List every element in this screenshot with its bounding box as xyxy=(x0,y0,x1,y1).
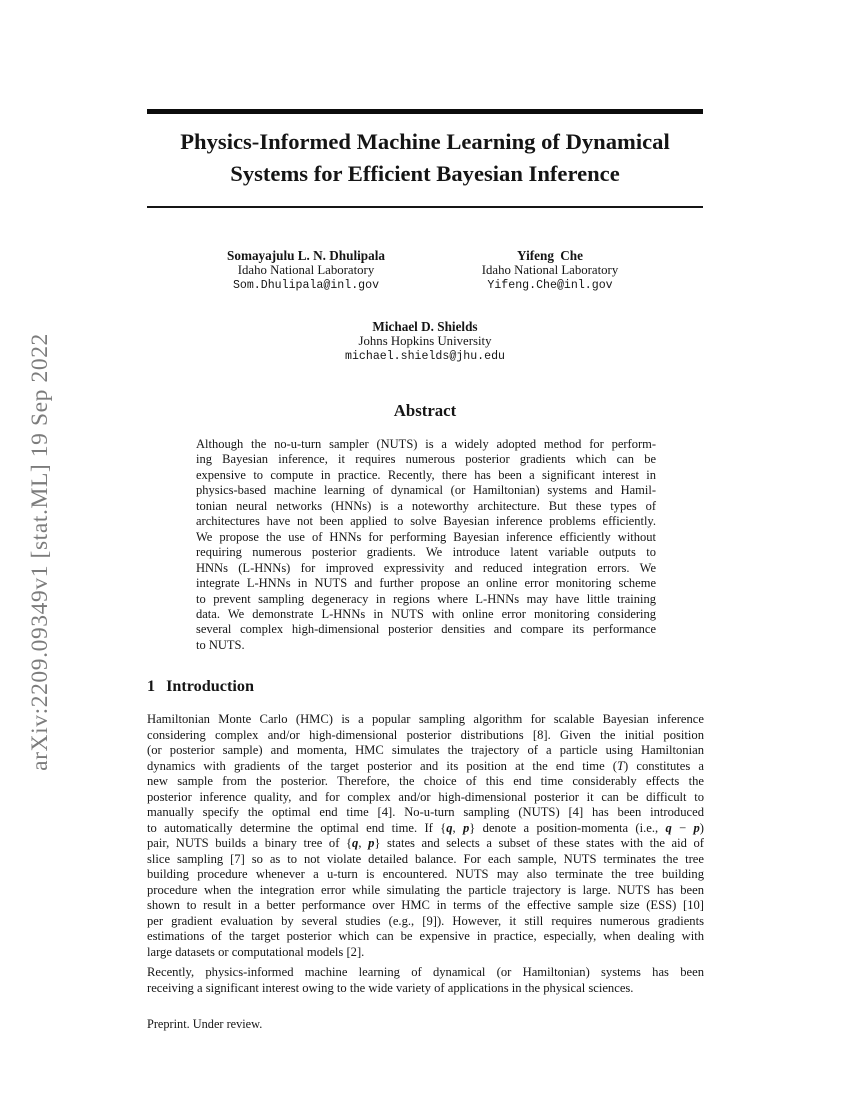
text-line: Recently, physics-informed machine learning of dynamical (or Hamiltonian) systems has been xyxy=(147,965,704,979)
text-line: manually specify the optimal end time [4]. No-u-turn sampling (NUTS) [4] has been introduced xyxy=(147,805,704,819)
author-block-shields xyxy=(305,319,545,365)
text-line: procedure when the integration error while simulating the particle trajectory is large. NUTS has been xyxy=(147,882,704,897)
abstract-heading: Abstract xyxy=(393,401,457,420)
preprint-footnote: Preprint. Under review. xyxy=(147,1017,263,1031)
text-line: We propose the use of HNNs for performing Bayesian inference efficiently without xyxy=(196,529,656,544)
paper-title-line-1: Physics-Informed Machine Learning of Dynamical xyxy=(180,129,670,154)
author-email: michael.shields@jhu.edu xyxy=(344,350,506,364)
introduction-paragraph-2 xyxy=(147,965,704,996)
abstract-text xyxy=(196,437,656,653)
author-block-dhulipala xyxy=(186,248,426,294)
text-line: (or posterior sample) and momenta, HMC simulates the trajectory of a particle using Hamiltonian xyxy=(147,743,704,757)
text-line: physics-based machine learning of dynamical (or Hamiltonian) systems and Hamil- xyxy=(196,483,656,498)
text-line: dynamics with gradients of the target posterior and its position at the end time (T) constitutes a xyxy=(147,758,704,773)
author-block-che xyxy=(430,248,670,294)
text-line: tonian neural networks (HNNs) is a noteworthy architecture. But these types of xyxy=(196,498,656,513)
author-affiliation: Idaho National Laboratory xyxy=(481,263,619,278)
text-line: to automatically determine the optimal end time. If {q, p} denote a position-momenta (i.e., q − p) xyxy=(147,820,704,835)
author-email: Som.Dhulipala@inl.gov xyxy=(232,279,380,293)
title-rule-bottom xyxy=(147,206,703,208)
text-line: new sample from the posterior. Therefore, the choice of this end time considerably effects the xyxy=(147,774,704,788)
text-line: Although the no-u-turn sampler (NUTS) is a widely adopted method for perform- xyxy=(196,437,656,451)
paper-title-line-2: Systems for Efficient Bayesian Inference xyxy=(230,160,620,186)
section-number: 1 xyxy=(147,677,156,695)
text-line: integrate L-HNNs in NUTS and further propose an online error monitoring scheme xyxy=(196,576,656,591)
title-rule-top xyxy=(147,109,703,114)
author-name: Yifeng Che xyxy=(517,248,583,263)
text-line: Hamiltonian Monte Carlo (HMC) is a popular sampling algorithm for scalable Bayesian inference xyxy=(147,712,704,726)
arxiv-watermark: arXiv:2209.09349v1 [stat.ML] 19 Sep 2022 xyxy=(27,333,53,771)
author-name: Somayajulu L. N. Dhulipala xyxy=(227,248,385,263)
text-line: slice sampling [7] so as to not violate detailed balance. For each sample, NUTS terminates the tree xyxy=(147,851,704,866)
author-affiliation: Johns Hopkins University xyxy=(358,334,492,349)
text-line: pair, NUTS builds a binary tree of {q, p} states and selects a subset of these states with the aid of xyxy=(147,836,705,850)
section-title: Introduction xyxy=(166,677,254,695)
author-affiliation: Idaho National Laboratory xyxy=(237,263,375,278)
author-email: Yifeng.Che@inl.gov xyxy=(487,279,613,293)
introduction-paragraph-1 xyxy=(147,712,704,960)
text-line: data. We demonstrate L-HNNs in NUTS with online error monitoring considering xyxy=(196,606,656,621)
text-line: HNNs (L-HNNs) for improved expressivity and reduced integration errors. We xyxy=(196,560,656,575)
text-line: per gradient evaluation by several studies (e.g., [9]). However, it still requires numerous gradients xyxy=(147,913,704,928)
text-line: requiring numerous posterior gradients. We introduce latent variable outputs to xyxy=(196,545,656,560)
paper-title xyxy=(147,126,703,189)
text-line: considering complex and/or high-dimensional posterior distributions [8]. Given the initial position xyxy=(147,727,704,742)
text-line: posterior inference quality, and for complex and/or high-dimensional posterior it can be difficult to xyxy=(147,789,704,804)
author-name: Michael D. Shields xyxy=(372,319,478,334)
text-line: receiving a significant interest owing to the wide variety of applications in the physical sciences. xyxy=(147,980,634,995)
text-line: building procedure whenever a u-turn is encountered. NUTS may also terminate the tree building xyxy=(147,867,704,881)
text-line: large datasets or computational models [2]. xyxy=(147,944,365,959)
text-line: ing Bayesian inference, it requires numerous posterior gradients which can be xyxy=(196,452,656,467)
text-line: to prevent sampling degeneracy in regions where L-HNNs may have little training xyxy=(196,591,656,606)
text-line: to NUTS. xyxy=(196,637,245,652)
section-heading-introduction xyxy=(147,677,704,696)
text-line: several complex high-dimensional posterior densities and compare its performance xyxy=(196,622,656,637)
text-line: estimations of the target posterior which can be expensive in practice, especially, when dealing with xyxy=(147,929,704,943)
text-line: architectures have not been applied to solve Bayesian inference problems efficiently. xyxy=(196,514,656,529)
text-line: expensive to compute in practice. Recently, there has been a significant interest in xyxy=(196,467,656,482)
text-line: shown to result in a better performance over HMC in terms of the effective sample size (ESS) [10] xyxy=(147,898,704,912)
